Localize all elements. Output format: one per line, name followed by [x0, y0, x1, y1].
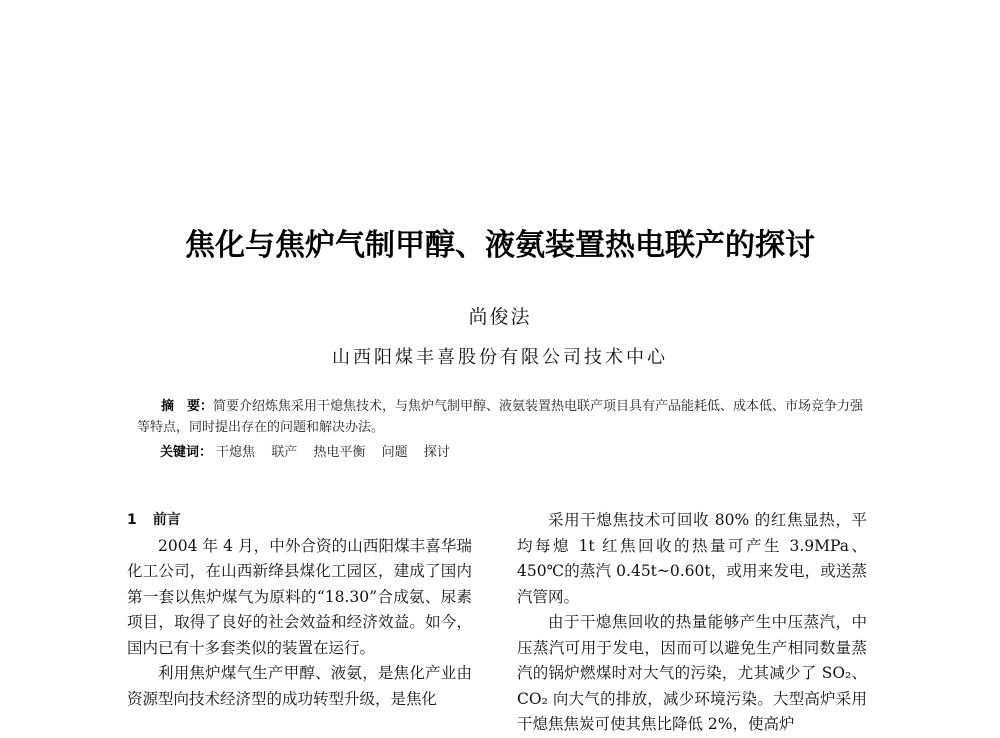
abstract-text: 简要介绍炼焦采用干熄焦技术，与焦炉气制甲醇、液氨装置热电联产项目具有产品能耗低、成本低、市场竞争力强等特点，同时提出存在的问题和解决办法。	[137, 399, 864, 435]
body-paragraph: 由于干熄焦回收的热量能够产生中压蒸汽，中压蒸汽可用于发电，因而可以避免生产相同数量蒸汽的锅炉燃煤时对大气的污染，尤其减少了 SO₂、CO₂ 向大气的排放，减少环境污染。大型高炉采用干熄焦焦炭可使其焦比降低 2%，使高炉	[517, 613, 867, 733]
body-paragraph: 2004 年 4 月，中外合资的山西阳煤丰喜华瑞化工公司，在山西新绛县煤化工园区，建成了国内第一套以焦炉煤气为原料的“18.30”合成氨、尿素项目，取得了良好的社会效益和经济效益。如今，国内已有十多套类似的装置在运行。	[127, 536, 472, 657]
keyword: 联产	[271, 445, 298, 460]
abstract	[137, 396, 869, 438]
abstract-label: 摘 要：	[161, 399, 214, 414]
section-title: 前言	[152, 512, 181, 528]
body-paragraph: 利用焦炉煤气生产甲醇、液氨，是焦化产业由资源型向技术经济型的成功转型升级，是焦化	[127, 664, 472, 708]
right-column	[517, 508, 867, 738]
keywords	[160, 441, 462, 460]
section-heading	[127, 508, 472, 534]
author-affiliation: 山西阳煤丰喜股份有限公司技术中心	[332, 347, 668, 368]
left-column	[127, 508, 472, 712]
section-number: 1	[127, 512, 137, 528]
body-paragraph: 采用干熄焦技术可回收 80% 的红焦显热，平均每熄 1t 红焦回收的热量可产生 3.9MPa、450℃的蒸汽 0.45t~0.60t，或用来发电，或送蒸汽管网。	[517, 511, 867, 606]
keyword: 干熄焦	[216, 445, 256, 460]
author-name: 尚俊法	[468, 306, 532, 328]
keyword: 热电平衡	[313, 445, 366, 460]
keywords-label: 关键词：	[160, 445, 213, 460]
keyword: 问题	[381, 445, 408, 460]
keyword: 探讨	[423, 445, 450, 460]
paper-title: 焦化与焦炉气制甲醇、液氨装置热电联产的探讨	[185, 228, 815, 263]
